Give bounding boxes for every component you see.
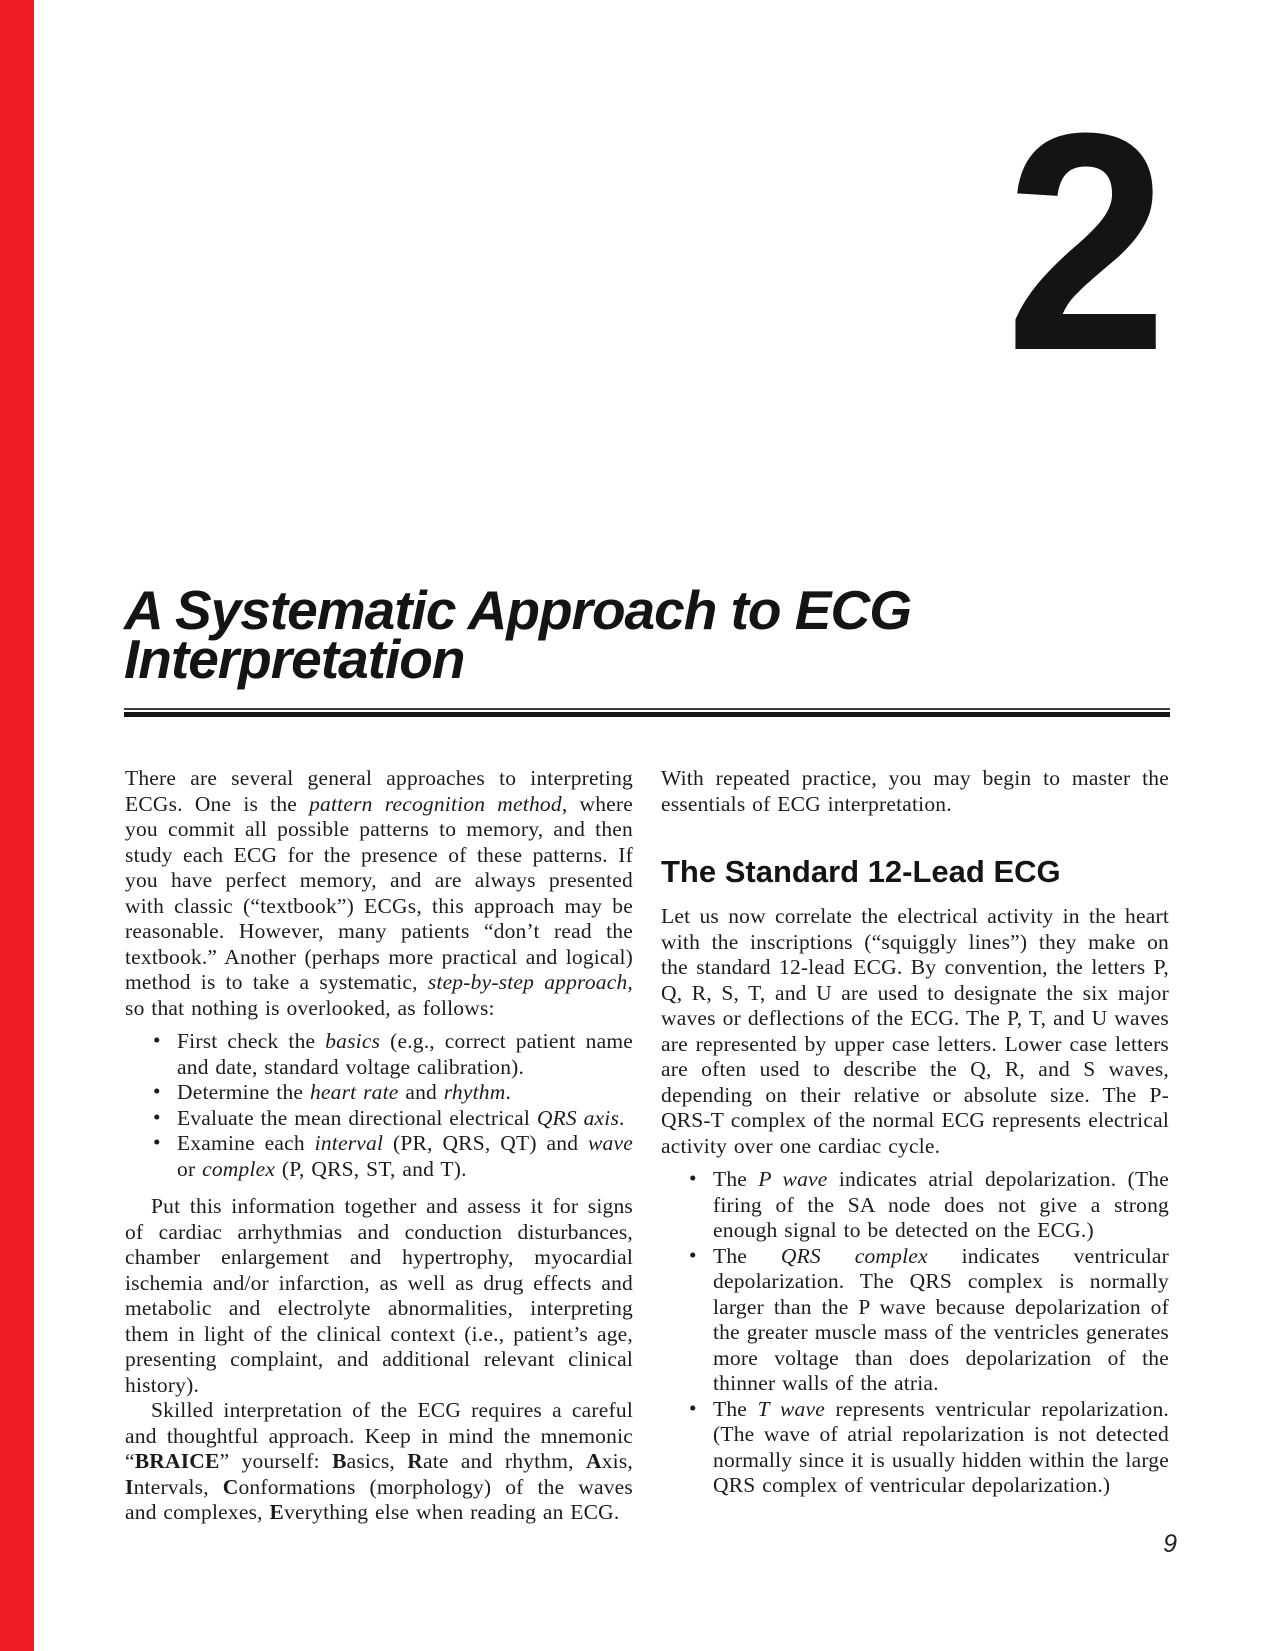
systematic-approach-checklist: [125, 1029, 633, 1182]
title-rule: [124, 708, 1170, 717]
chapter-number: 2: [1004, 68, 1167, 415]
chapter-title: [124, 579, 1174, 690]
twelve-lead-paragraph: Let us now correlate the electrical activity in the heart with the inscriptions (“squiggly lines”) they make on the standard 12-lead ECG. By convention, the letters P, Q, R, S, T, and U are used to designate the six major waves or deflections of the ECG. The P, T, and U waves are represented by upper case letters. Lower case letters are often used to describe the Q, R, and S waves, depending on their relative or absolute size. The P-QRS-T complex of the normal ECG represents electrical activity over one cardiac cycle.: [661, 904, 1169, 1158]
list-item: • The P wave indicates atrial depolarization. (The firing of the SA node does not give a strong enough signal to be detected on the ECG.): [661, 1167, 1169, 1244]
wave-definitions-list: [661, 1167, 1169, 1499]
list-item: • Examine each interval (PR, QRS, QT) and wave or complex (P, QRS, ST, and T).: [125, 1131, 633, 1182]
title-rule-thin-line: [124, 708, 1170, 710]
section-heading: The Standard 12-Lead ECG: [661, 854, 1061, 889]
chapter-title-line-1: A Systematic Approach to ECG: [124, 579, 911, 641]
right-column: [661, 766, 1169, 1526]
text-columns: [125, 766, 1169, 1526]
practice-paragraph: With repeated practice, you may begin to master the essentials of ECG interpretation.: [661, 766, 1169, 816]
list-item: • Determine the heart rate and rhythm.: [125, 1080, 633, 1106]
assessment-paragraph: Put this information together and assess it for signs of cardiac arrhythmias and conduction disturbances, chamber enlargement and hypertrophy, myocardial ischemia and/or infarction, as well as drug effects and metabolic and electrolyte abnormalities, interpreting them in light of the clinical context (i.e., patient’s age, presenting complaint, and additional relevant clinical history).: [125, 1194, 633, 1397]
list-item: • The QRS complex indicates ventricular depolarization. The QRS complex is normally larger than the P wave because depolarization of the greater muscle mass of the ventricles generates more voltage than does depolarization of the thinner walls of the atria.: [661, 1244, 1169, 1397]
list-item: • First check the basics (e.g., correct patient name and date, standard voltage calibration).: [125, 1029, 633, 1080]
chapter-accent-bar: [0, 0, 34, 1651]
title-rule-thick-line: [124, 712, 1170, 717]
list-item: • The T wave represents ventricular repolarization. (The wave of atrial repolarization is not detected normally since it is usually hidden within the large QRS complex of ventricular depolarization.): [661, 1397, 1169, 1499]
chapter-title-line-2: Interpretation: [124, 628, 465, 690]
list-item: • Evaluate the mean directional electrical QRS axis.: [125, 1106, 633, 1132]
left-column: [125, 766, 633, 1526]
braice-mnemonic-paragraph: Skilled interpretation of the ECG requires a careful and thoughtful approach. Keep in mind the mnemonic “BRAICE” yourself: Basics, Rate and rhythm, Axis, Intervals, Conformations (morphology) of the waves and complexes, Everything else when reading an ECG.: [125, 1398, 633, 1524]
intro-paragraph: There are several general approaches to interpreting ECGs. One is the pattern recognition method, where you commit all possible patterns to memory, and then study each ECG for the presence of these patterns. If you have perfect memory, and are always presented with classic (“textbook”) ECGs, this approach may be reasonable. However, many patients “don’t read the textbook.” Another (perhaps more practical and logical) method is to take a systematic, step-by-step approach, so that nothing is overlooked, as follows:: [125, 766, 633, 1020]
page-number: 9: [1163, 1530, 1177, 1558]
